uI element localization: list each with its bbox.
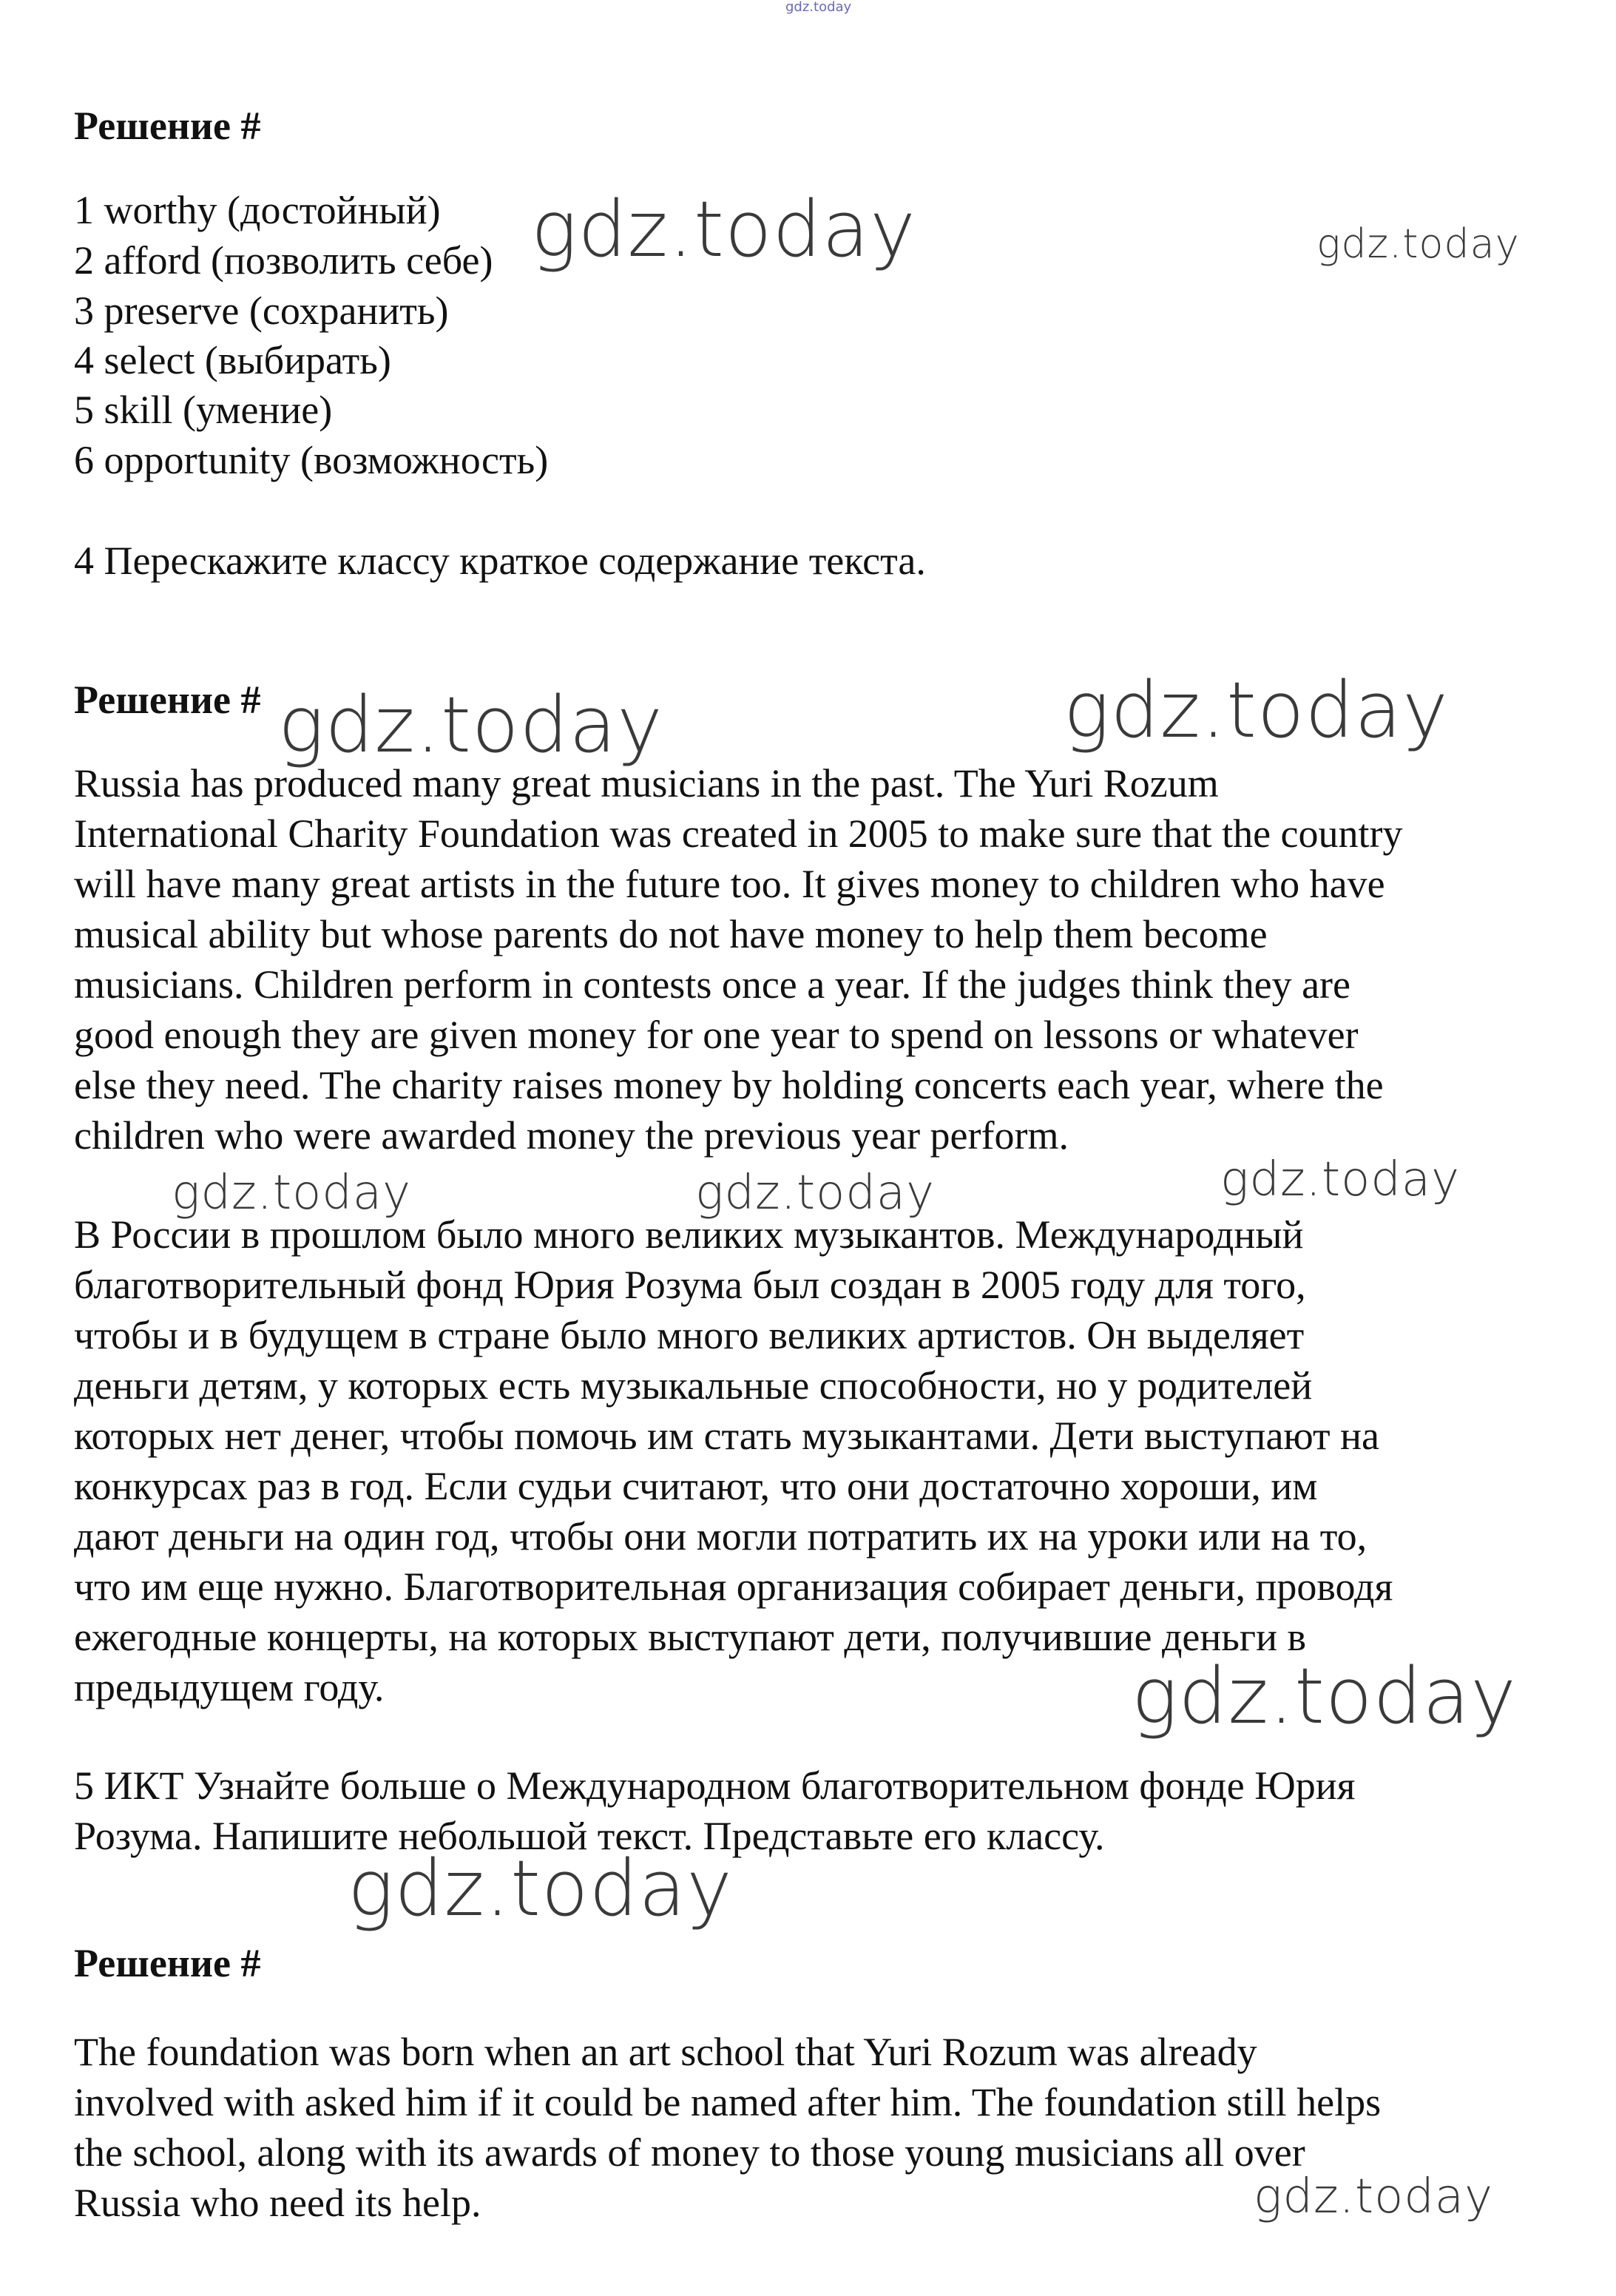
russian-line: В России в прошлом было много великих музыкантов. Международный <box>74 1212 1304 1257</box>
task-5-text <box>74 1760 1561 1861</box>
watermark: gdz.today <box>1132 1651 1517 1741</box>
task-5-line: Розума. Напишите небольшой текст. Представьте его классу. <box>74 1814 1105 1858</box>
foundation-line: the school, along with its awards of money to those young musicians all over <box>74 2130 1305 2175</box>
english-retelling <box>74 758 1561 1161</box>
watermark: gdz.today <box>172 1166 411 1220</box>
solution-heading-3: Решение # <box>74 1941 261 1985</box>
russian-line: дают деньги на один год, чтобы они могли потратить их на уроки или на то, <box>74 1514 1367 1559</box>
solution-heading-2: Решение # <box>74 678 261 722</box>
russian-line: предыдущем году. <box>74 1665 385 1709</box>
foundation-line: involved with asked him if it could be named after him. The foundation still helps <box>74 2080 1382 2124</box>
russian-translation <box>74 1209 1561 1712</box>
russian-line: конкурсах раз в год. Если судьи считают, что они достаточно хороши, им <box>74 1464 1318 1508</box>
vocab-item-6: 6 opportunity (возможность) <box>74 438 549 482</box>
vocab-item-3: 3 preserve (сохранить) <box>74 288 449 333</box>
english-line: Russia has produced many great musicians in the past. The Yuri Rozum <box>74 761 1219 806</box>
english-line: good enough they are given money for one year to spend on lessons or whatever <box>74 1013 1359 1057</box>
watermark-top: gdz.today <box>785 0 852 15</box>
solution-heading-1: Решение # <box>74 104 261 148</box>
english-line: musicians. Children perform in contests once a year. If the judges think they are <box>74 962 1350 1007</box>
russian-line: деньги детям, у которых есть музыкальные способности, но у родителей <box>74 1363 1313 1408</box>
task-4-text: 4 Перескажите классу краткое содержание текста. <box>74 538 926 583</box>
watermark: gdz.today <box>278 680 663 770</box>
english-line: will have many great artists in the future too. It gives money to children who have <box>74 862 1385 906</box>
watermark: gdz.today <box>1316 220 1520 267</box>
watermark: gdz.today <box>531 184 916 274</box>
english-line: musical ability but whose parents do not have money to help them become <box>74 912 1268 956</box>
watermark: gdz.today <box>1254 2170 1493 2224</box>
vocab-item-1: 1 worthy (достойный) <box>74 188 441 232</box>
english-line: else they need. The charity raises money by holding concerts each year, where the <box>74 1063 1384 1107</box>
english-line: International Charity Foundation was created in 2005 to make sure that the country <box>74 811 1403 856</box>
foundation-line: Russia who need its help. <box>74 2181 481 2225</box>
russian-line: благотворительный фонд Юрия Розума был создан в 2005 году для того, <box>74 1263 1306 1307</box>
russian-line: которых нет денег, чтобы помочь им стать музыкантами. Дети выступают на <box>74 1414 1380 1458</box>
watermark: gdz.today <box>1220 1152 1460 1207</box>
vocab-item-5: 5 skill (умение) <box>74 388 333 432</box>
task-5-line: 5 ИКТ Узнайте больше о Международном благотворительном фонде Юрия <box>74 1763 1356 1808</box>
vocab-item-4: 4 select (выбирать) <box>74 338 391 382</box>
russian-line: чтобы и в будущем в стране было много великих артистов. Он выделяет <box>74 1313 1305 1357</box>
russian-line: ежегодные концерты, на которых выступают дети, получившие деньги в <box>74 1615 1306 1659</box>
foundation-line: The foundation was born when an art school that Yuri Rozum was already <box>74 2030 1257 2074</box>
english-line: children who were awarded money the previous year perform. <box>74 1113 1069 1158</box>
vocab-item-2: 2 afford (позволить себе) <box>74 238 493 283</box>
watermark: gdz.today <box>695 1166 935 1220</box>
watermark: gdz.today <box>348 1843 733 1934</box>
watermark: gdz.today <box>1064 665 1449 755</box>
russian-line: что им еще нужно. Благотворительная организация собирает деньги, проводя <box>74 1564 1393 1609</box>
